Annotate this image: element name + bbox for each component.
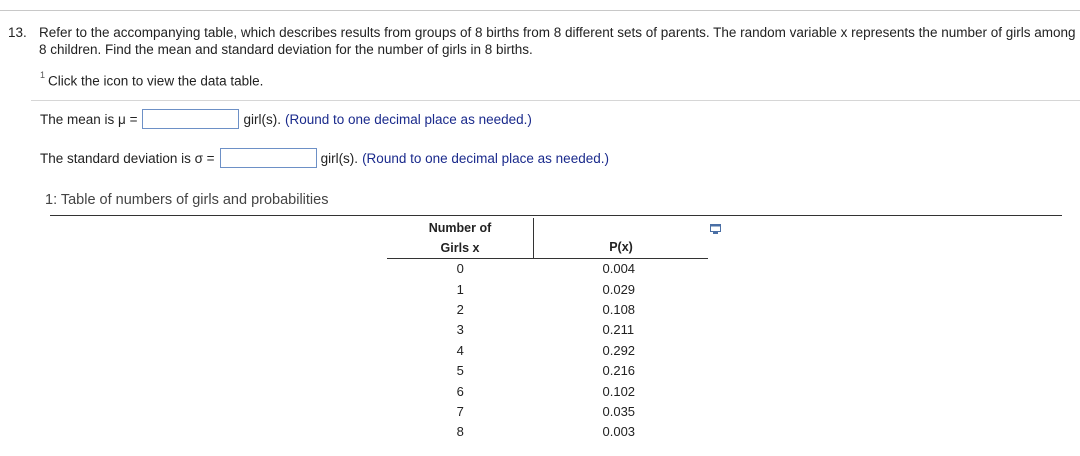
header-girls-x-line1: Number of — [428, 221, 492, 235]
table-row — [387, 422, 708, 442]
cell-probability: 0.004 — [602, 261, 636, 277]
cell-girls-x: 0 — [456, 261, 464, 277]
table-row — [387, 279, 708, 299]
copy-icon[interactable] — [710, 224, 722, 235]
table-row — [387, 341, 708, 361]
table-row — [387, 381, 708, 401]
cell-girls-x: 7 — [456, 403, 464, 419]
sd-label: The standard deviation is σ = — [40, 150, 215, 166]
top-divider — [0, 10, 1080, 11]
header-girls-x — [387, 218, 534, 259]
cell-probability: 0.035 — [602, 403, 636, 419]
cell-girls-x: 5 — [456, 363, 464, 379]
header-px: P(x) — [534, 218, 709, 259]
cell-girls-x: 4 — [456, 342, 464, 358]
mean-label: The mean is μ = — [40, 111, 138, 127]
cell-probability: 0.211 — [602, 322, 635, 338]
data-table-link[interactable] — [40, 72, 263, 89]
question-block — [8, 24, 1076, 58]
table-body — [387, 259, 708, 443]
cell-girls-x: 1 — [456, 281, 464, 297]
cell-probability: 0.108 — [602, 301, 636, 317]
sd-input[interactable] — [220, 148, 317, 168]
sd-answer-row — [40, 148, 609, 168]
mean-rounding-hint: (Round to one decimal place as needed.) — [284, 111, 532, 127]
cell-probability: 0.216 — [602, 363, 636, 379]
cell-probability: 0.029 — [602, 281, 636, 297]
mean-input[interactable] — [142, 109, 239, 129]
section-divider — [31, 100, 1080, 101]
sd-rounding-hint: (Round to one decimal place as needed.) — [362, 150, 609, 166]
cell-probability: 0.003 — [602, 424, 636, 440]
footnote-text: Click the icon to view the data table. — [48, 73, 264, 89]
table-header-row — [387, 218, 708, 259]
question-number: 13. — [8, 25, 27, 40]
question-text: Refer to the accompanying table, which describes results from groups of 8 births from 8 different sets of parents. The random variable x represents the number of girls among 8 children. Find the mean and standard deviation for the number of girls in 8 births. — [39, 25, 1076, 57]
table-row — [387, 259, 708, 280]
cell-girls-x: 8 — [456, 424, 464, 440]
cell-probability: 0.292 — [602, 342, 636, 358]
footnote-marker: 1 — [40, 70, 46, 80]
mean-answer-row — [40, 109, 532, 129]
table-row — [387, 300, 708, 320]
table-title: 1: Table of numbers of girls and probabilities — [45, 192, 329, 208]
probability-table — [387, 218, 708, 443]
mean-unit: girl(s). — [243, 111, 281, 127]
header-girls-x-line2: Girls x — [440, 241, 480, 255]
table-row — [387, 361, 708, 381]
table-row — [387, 320, 708, 340]
cell-girls-x: 6 — [456, 383, 464, 399]
cell-girls-x: 3 — [456, 322, 464, 338]
table-title-divider — [50, 215, 1062, 216]
sd-unit: girl(s). — [320, 150, 359, 166]
table-row — [387, 402, 708, 422]
cell-girls-x: 2 — [456, 301, 464, 317]
cell-probability: 0.102 — [602, 383, 636, 399]
